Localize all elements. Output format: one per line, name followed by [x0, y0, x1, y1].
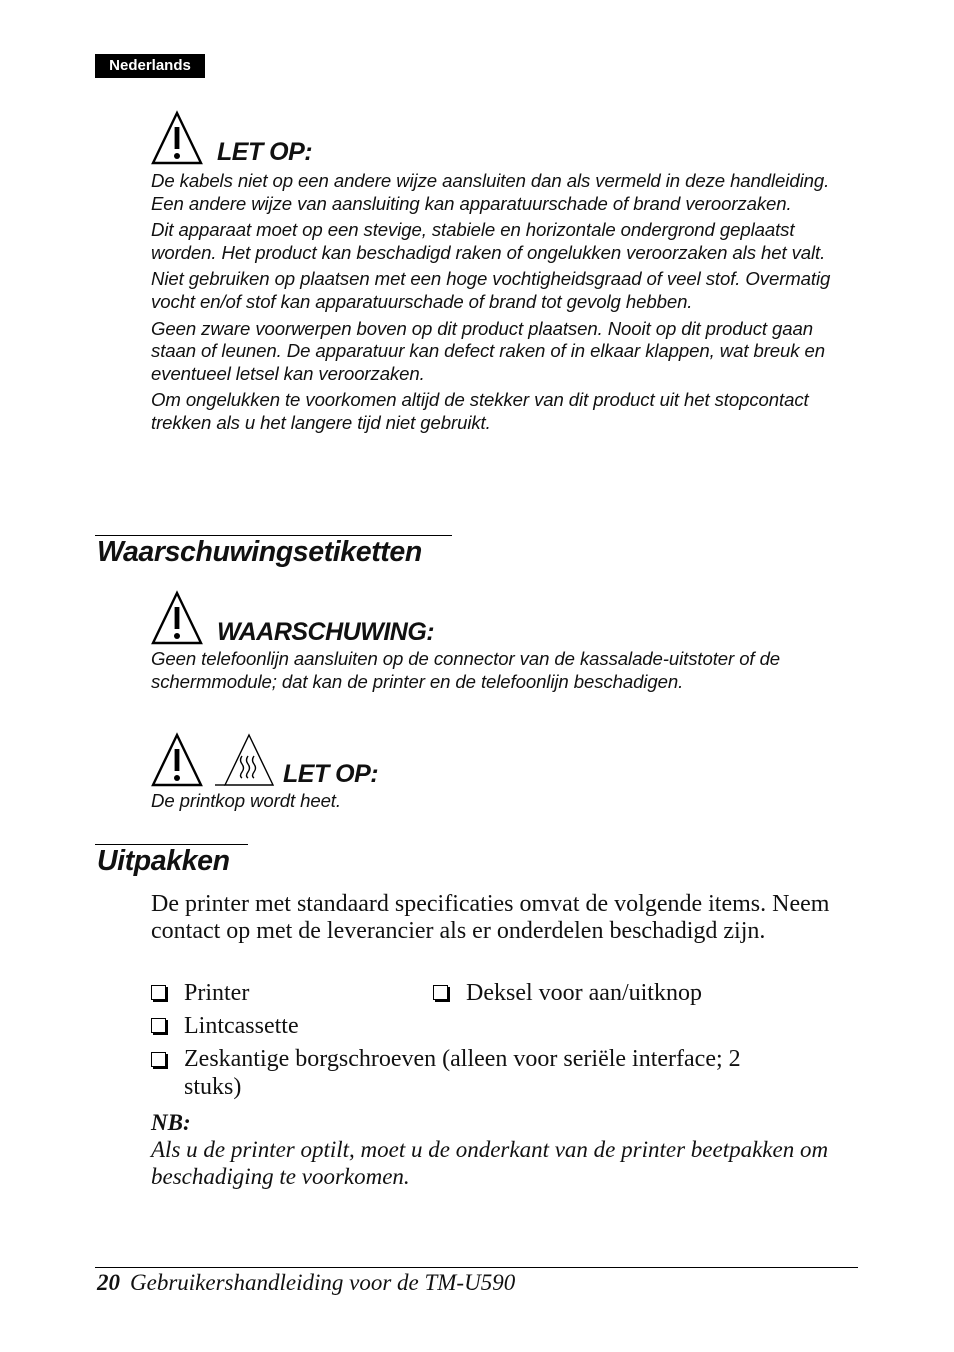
checklist-item: Deksel voor aan/uitknop	[433, 979, 702, 1007]
unpack-intro: De printer met standaard specificaties omvat de volgende items. Neem contact op met de leverancier als er onderdelen beschadigd zijn.	[151, 891, 830, 944]
note-text: Als u de printer optilt, moet u de onderkant van de printer beetpakken om beschadiging te voorkomen.	[151, 1137, 829, 1189]
caution-hot-body	[151, 790, 861, 813]
warning-title: WAARSCHUWING:	[217, 618, 435, 646]
language-tab: Nederlands	[95, 54, 205, 78]
footer-rule	[95, 1267, 858, 1268]
document-title: Gebruikershandleiding voor de TM-U590	[130, 1270, 516, 1295]
checkbox-icon	[151, 1018, 166, 1033]
caution-title: LET OP:	[217, 138, 313, 166]
checklist-item: Lintcassette	[151, 1012, 299, 1040]
caution-header	[151, 106, 861, 166]
checkbox-icon	[433, 985, 448, 1000]
warning-notice	[151, 586, 861, 697]
caution-paragraph: De kabels niet op een andere wijze aansluiten dan als vermeld in deze handleiding. Een andere wijze van aansluiting kan apparatuurschade of brand veroorzaken.	[151, 170, 830, 214]
checkbox-icon	[151, 1052, 166, 1067]
page-footer	[97, 1270, 515, 1296]
caution-notice-hot	[151, 728, 861, 817]
section-title-warning-labels: Waarschuwingsetiketten	[97, 536, 422, 568]
checkbox-icon	[151, 985, 166, 1000]
warning-text: Geen telefoonlijn aansluiten op de connector van de kassalade-uitstoter of de schermmodule; dat kan de printer en de telefoonlijn beschadigen.	[151, 648, 781, 692]
note-title: NB:	[151, 1110, 191, 1135]
section-title-unpacking: Uitpakken	[97, 845, 230, 877]
checklist-item: Zeskantige borgschroeven (alleen voor seriële interface; 2 stuks)	[151, 1045, 811, 1101]
caution-body	[151, 170, 861, 435]
caution-paragraph: Om ongelukken te voorkomen altijd de stekker van dit product uit het stopcontact trekken als u het langere tijd niet gebruikt.	[151, 389, 809, 433]
caution-hot-header	[151, 728, 861, 788]
warning-triangle-icon	[151, 732, 203, 788]
page-number: 20	[97, 1270, 120, 1295]
warning-body	[151, 648, 861, 693]
caution-hot-title: LET OP:	[283, 760, 379, 788]
caution-hot-text: De printkop wordt heet.	[151, 790, 341, 811]
caution-paragraph: Geen zware voorwerpen boven op dit product plaatsen. Nooit op dit product gaan staan of leunen. De apparatuur kan defect raken of in elkaar klappen, wat breuk en eventueel letsel kan veroorzaken.	[151, 317, 826, 384]
hot-surface-icon	[215, 732, 277, 788]
caution-paragraph: Dit apparaat moet op een stevige, stabiele en horizontale ondergrond geplaatst worden. Het product kan beschadigd raken of ongelukken veroorzaken als het valt.	[151, 219, 826, 263]
warning-triangle-icon	[151, 590, 203, 646]
caution-paragraph: Niet gebruiken op plaatsen met een hoge vochtigheidsgraad of veel stof. Overmatig vocht en/of stof kan apparatuurschade of brand tot gevolg hebben.	[151, 268, 831, 312]
warning-triangle-icon	[151, 110, 203, 166]
checklist-item: Printer	[151, 979, 249, 1007]
caution-notice-1	[151, 106, 861, 439]
warning-header	[151, 586, 861, 646]
